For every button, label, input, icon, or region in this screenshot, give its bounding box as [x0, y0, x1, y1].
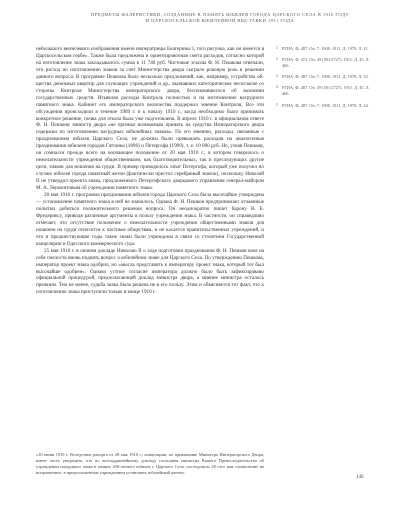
note-number: 1 — [276, 46, 278, 50]
page-number: 140 — [356, 475, 364, 480]
note-text: РГИА. Ф. 487. Оп. 7. 1908–1911. Д. 1978. Л. 33. — [282, 74, 369, 80]
margin-note — [276, 85, 371, 97]
main-text — [36, 46, 264, 296]
margin-note — [276, 103, 371, 109]
footnote: «10 июня 1910 г. Вследствие рапорта от 28 мая 1910 г., канцелярия, по приказанию Министра Императорского Двора, имеет честь уведомить, что по всеподданнейшему докладу господина министра Вашего Превосходительства об учреждении нагрудного знака в память 200-летнего юбилея г. Царского Села, последовало 28 сего мая соизволение на испрошенное, в предположенном учреждением установить юбилейный жетон». — [36, 452, 264, 475]
note-text: РГИА. Ф. 487. Оп. 49 (501/2727). 1911. Д. 45. Л. 466. — [282, 85, 370, 97]
note-text: РГИА. Ф. 487. Оп. 7. 1908–1911. Д. 1978. Л. 44. — [282, 102, 369, 108]
margin-note — [276, 74, 371, 80]
paragraph-1: небольшого вензелевого изображения имени императрицы Екатерины I, того рисунка, как он имеется в Царскосельском гербе». Также была предложена и ориентировочная смета расходов, согласно которой на изготовление знака закладывалось сумма в 11 740 руб. Чистовые эскизы Ф. Н. Пешкова отвечали, что расход по изготовлению знаков за счет Министерства двора сыграло роковую роль в решении данного вопроса. В программе Пешкова было несколько предложений, как, например, устройство общества денежных квартир для служащих учреждений и др., вызвавших категорическое несогласие со стороны Контроля Министерства императорского двора, беспокоившегося об экономии государственных средств. Изъявляя расходы Контроль полностью и на изготовление нагрудного памятного знака. Кабинет его императорского величества поддержал мнение Контроля. Все эти обсуждения происходили в течение 1909 г. и к началу 1910 г., когда необходимо было принимать конкретное решение, почва для отказа была уже подготовлена. В апреле 1910 г. в официальном ответе Ф. Н. Пешкову министр двора «не признал возможным принять на средства Императорского двора издержки по изготовлению нагрудных юбилейных знаков». По его мнению, расходы, связанные с празднованием юбилея Царского Села, не должны были превышать расходов на аналогичные празднования юбилеев городов Гатчины (1896) и Петергофа (1909), т. е. 10 000 руб. Но, узнав Пешкову, он сомнался прежде всего на воочающее положение от 20 мая 1910 г., в котором говорилось о нежелательности учреждения общественными, как благотворительных, так и преследующих другие цели, знаков для ношения на груди. В пример приводилось опыт Петергофа, который уже получил по случаю юбилея города памятный жетон (фактически престол серебряный значок), поскольку Николай II не утвердил проекта знака, предложенного Петергофского дворцового управления генерал-майором М. А. Лермонтовым об учреждении памятного знака. — [36, 46, 264, 192]
running-header — [70, 12, 370, 25]
paragraph-3: 25 мая 1910 г. в личном докладе Николаю II о ходе подготовки празднования Ф. Н. Пешков взял на себя смелость вновь поднять вопрос о юбилейном знаке для Царского Села. По утверждению Пешкова, император проект знака одобрил, но «мысль представить к императору проект знака, который тот был высочайше одобрен». Однако устное согласие императора должно было быть зафиксировано официальной процедурой, предполагающей доклад министра двора, а мнение министра осталось прежним. Тем не менее, судьба знака была решена не в его пользу. Этим и объясняется тот факт, что к изготовлению знака приступили только в конце 1910 г. — [36, 247, 264, 296]
header-line-2: И ЦАРСКОСЕЛЬСКОЙ ЮБИЛЕЙНОЙ ВЫСТАВКИ 1911 ГОДА — [145, 18, 295, 24]
margin-note — [276, 57, 371, 69]
note-text: РГИА. Ф. 487. Оп. 7. 1908–1911. Д. 1978. Л. 11. — [282, 46, 369, 51]
note-number: 2 — [276, 57, 278, 62]
margin-note — [276, 46, 371, 52]
note-number: 3 — [276, 74, 278, 79]
note-number: 4 — [276, 85, 278, 90]
note-text: РГИА. Ф. 472. Оп. 49 (501/2727). 1911. Д. 45. Л. 466. — [282, 57, 370, 69]
paragraph-2: 20 мая 1910 г. программа празднования юбилея города Царского Села была высочайше утверждена — установление памятного знака в ней не значилось. Однако Ф. Н. Пешков предпринимает отчаянные попытки добиться положительного решения вопроса. Он неоднократно пишет барону В. Б. Фредериксу, приводя различные аргументы в пользу учреждения знака. В частности, он справедливо отмечает, что отсутствие положение о нежелательности учреждения общественными знаков для ношения на груди относится к частным обществам, и не касается правительственных учреждений, и что в предшествующие годы такие знаки были учреждены в связи со столетием Государственной канцелярии и Одесского коммерческого суда. — [36, 192, 264, 247]
margin-notes — [276, 46, 371, 114]
header-line-1: ПРЕДМЕТЫ ФАЛЕРИСТИКИ, СОЗДАННЫЕ В ПАМЯТЬ ЮБИЛЕЯ ГОРОДА ЦАРСКОГО СЕЛА В 1910 ГОДУ — [90, 12, 350, 17]
note-number: 5 — [276, 102, 278, 107]
